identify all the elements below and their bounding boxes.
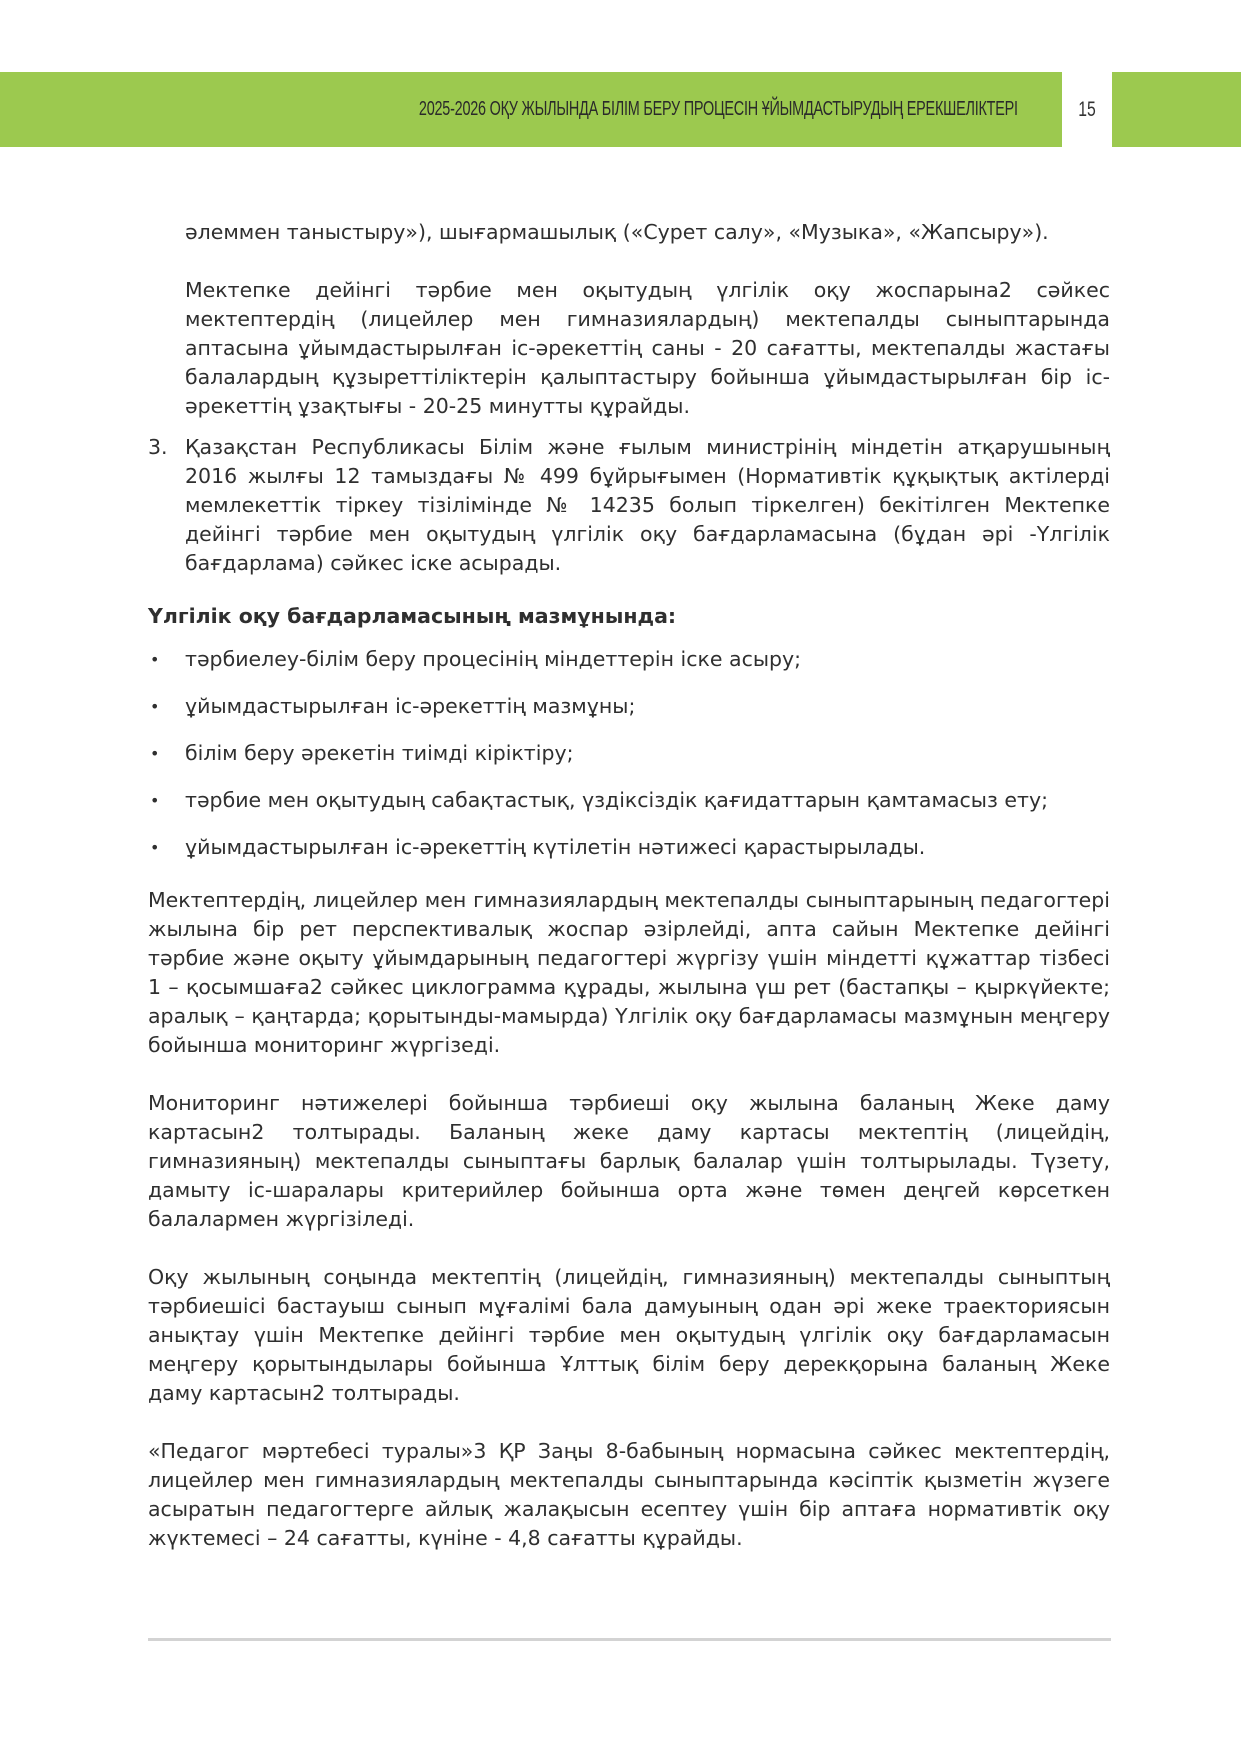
header-accent-block xyxy=(1112,72,1241,147)
paragraph-curriculum-hours: Мектепке дейінгі тәрбие мен оқытудың үлгілік оқу жоспарына2 сәйкес мектептердің (лицейлер мен гимназиялардың) мектепалды сыныптарында аптасына ұйымдастырылған іс-әрекеттің саны - 20 сағатты, мектепалды жастағы балалардың құзыреттіліктерін қалыптастыру бойынша ұйымдастырылған бір іс-әрекеттің ұзақтығы - 20-25 минутты құрайды. xyxy=(185,278,1110,418)
list-item: • ұйымдастырылған іс-әрекеттің күтілетін нәтижесі қарастырылады. xyxy=(148,833,1110,880)
numbered-item-3 xyxy=(148,433,1110,578)
paragraph-workload: «Педагог мәртебесі туралы»3 ҚР Заңы 8-бабының нормасына сәйкес мектептердің, лицейлер мен гимназиялардың мектепалды сыныптарында кәсіптік қызметін жүзеге асыратын педагогтерге айлық жалақысын есептеу үшін бір аптаға нормативтік оқу жүктемесі – 24 сағатты, күніне - 4,8 сағатты құрайды. xyxy=(148,1439,1110,1550)
bullet-list xyxy=(148,645,1110,880)
list-item: • тәрбие мен оқытудың сабақтастық, үздіксіздік қағидаттарын қамтамасыз ету; xyxy=(148,786,1110,833)
bullet-icon: • xyxy=(150,650,160,669)
running-header-title: 2025-2026 ОҚУ ЖЫЛЫНДА БІЛІМ БЕРУ ПРОЦЕСІН ҰЙЫМДАСТЫРУДЫҢ ЕРЕКШЕЛІКТЕРІ xyxy=(419,98,1018,120)
section-heading: Үлгілік оқу бағдарламасының мазмұнында: xyxy=(148,604,677,628)
paragraph-year-end: Оқу жылының соңында мектептің (лицейдің, гимназияның) мектепалды сыныптың тәрбиешісі бастауыш сынып мұғалімі бала дамуының одан әрі жеке траекториясын анықтау үшін Мектепке дейінгі тәрбие мен оқытудың үлгілік оқу бағдарламасын меңгеру қорытындылары бойынша Ұлттық білім беру дерекқорына баланың Жеке даму картасын2 толтырады. xyxy=(148,1265,1110,1405)
page-content xyxy=(148,218,1110,1553)
bullet-icon: • xyxy=(150,791,160,810)
paragraph-monitoring: Мониторинг нәтижелері бойынша тәрбиеші оқу жылына баланың Жеке даму картасын2 толтырады. Баланың жеке даму картасы мектептің (лицейдің, гимназияның) мектепалды сыныптағы барлық балалар үшін толтырылады. Түзету, дамыту іс-шаралары критерийлер бойынша орта және төмен деңгей көрсеткен балалармен жүргізіледі. xyxy=(148,1091,1110,1231)
continuation-line: әлеммен таныстыру»), шығармашылық («Сурет салу», «Музыка», «Жапсыру»). xyxy=(185,220,1049,244)
bullet-icon: • xyxy=(150,697,160,716)
bullet-icon: • xyxy=(150,838,160,857)
bullet-icon: • xyxy=(150,744,160,763)
list-item: • тәрбиелеу-білім беру процесінің міндеттерін іске асыру; xyxy=(148,645,1110,692)
list-item: • ұйымдастырылған іс-әрекеттің мазмұны; xyxy=(148,692,1110,739)
item-text: Қазақстан Республикасы Білім және ғылым министрінің міндетін атқарушының 2016 жылғы 12 тамыздағы № 499 бұйрығымен (Нормативтік құқықтық актілерді мемлекеттік тіркеу тізілімінде № 14235 болып тіркелген) бекітілген Мектепке дейінгі тәрбие мен оқытудың үлгілік оқу бағдарламасына (бұдан әрі -Үлгілік бағдарлама) сәйкес іске асырады. xyxy=(185,435,1110,575)
item-number: 3. xyxy=(148,435,168,459)
footer-divider xyxy=(148,1638,1111,1641)
page-number: 15 xyxy=(1078,98,1096,121)
header-bar xyxy=(0,72,1062,147)
paragraph-planning: Мектептердің, лицейлер мен гимназиялардың мектепалды сыныптарының педагогтері жылына бір рет перспективалық жоспар әзірлейді, апта сайын Мектепке дейінгі тәрбие және оқыту ұйымдарының педагогтері жүргізу үшін міндетті құжаттар тізбесі 1 – қосымшаға2 сәйкес циклограмма құрады, жылына үш рет (бастапқы – қыркүйекте; аралық – қаңтарда; қорытынды-мамырда) Үлгілік оқу бағдарламасы мазмұнын меңгеру бойынша мониторинг жүргізеді. xyxy=(148,888,1110,1057)
list-item: • білім беру әрекетін тиімді кіріктіру; xyxy=(148,739,1110,786)
